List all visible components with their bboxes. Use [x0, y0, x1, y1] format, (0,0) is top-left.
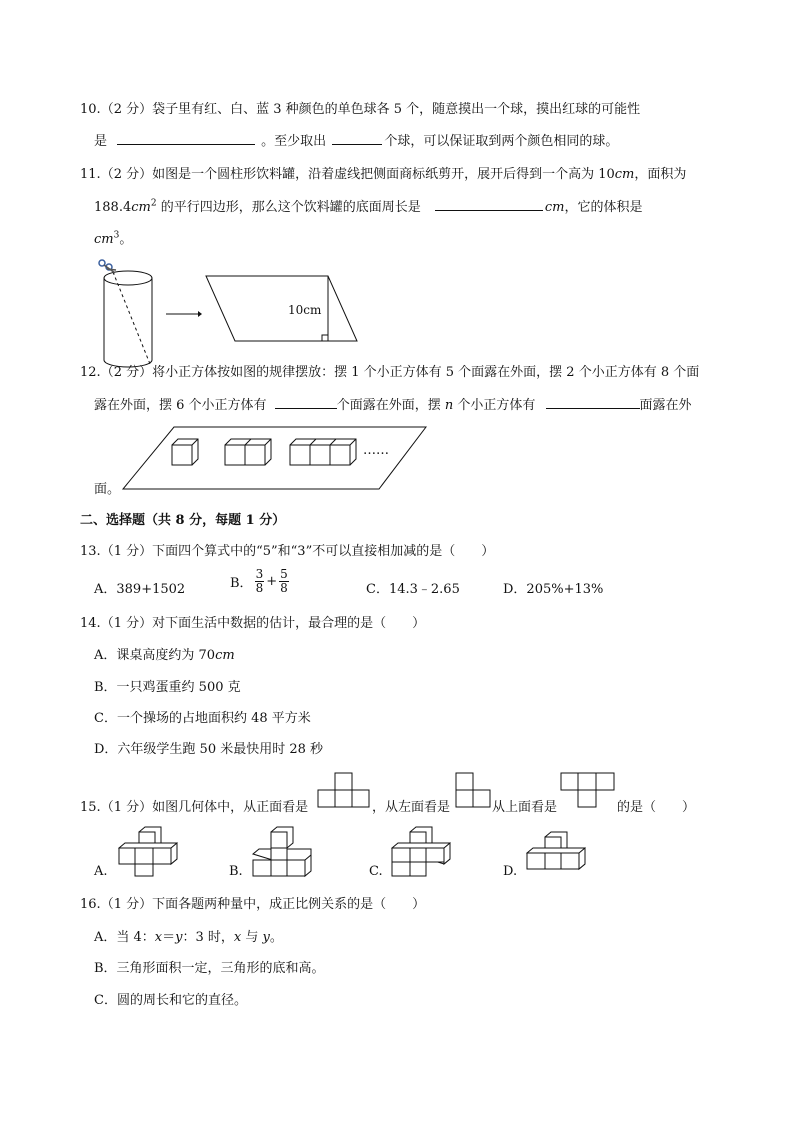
q14-option-a[interactable]: A．课桌高度约为 70cm — [94, 648, 235, 663]
section-2-title: 二、选择题（共 8 分，每题 1 分） — [80, 513, 286, 528]
q11-line3: $cm^3$。 — [94, 230, 133, 247]
q15-stem-b: ，从左面看是 — [372, 800, 451, 815]
q15-option-c-solid[interactable] — [391, 826, 453, 878]
q15-option-a-label[interactable]: A. — [94, 864, 108, 879]
q11-line1: 11.（2 分）如图是一个圆柱形饮料罐，沿着虚线把侧面商标纸剪开，展开后得到一个高为 10cm，面积为 — [80, 167, 687, 182]
q13-option-d[interactable]: D．205%+13% — [503, 582, 604, 597]
q14-option-b[interactable]: B．一只鸡蛋重约 500 克 — [94, 680, 241, 695]
q10-number: 10. — [80, 102, 101, 117]
q15-stem-a: 15.（1 分）如图几何体中，从正面看是 — [80, 800, 309, 815]
q16-option-c[interactable]: C．圆的周长和它的直径。 — [94, 993, 247, 1008]
q16-option-b[interactable]: B．三角形面积一定，三角形的底和高。 — [94, 961, 325, 976]
q15-front-view — [318, 772, 370, 808]
q15-stem-d: 的是（ ） — [617, 800, 696, 815]
arrow-right-icon — [166, 309, 202, 319]
q12-cube-row-figure — [122, 426, 427, 490]
q15-stem-c: 从上面看是 — [492, 800, 558, 815]
q11-parallelogram-figure — [206, 275, 358, 345]
q15-left-view — [456, 772, 492, 808]
q10-blank-1[interactable] — [117, 132, 255, 145]
q12-blank-1[interactable] — [275, 396, 337, 409]
q15-option-a-solid[interactable] — [118, 826, 180, 878]
q11-cylinder-figure — [95, 258, 165, 378]
q13-option-b[interactable]: B． $\frac{3}{8}$ + $\frac{5}{8}$ — [230, 567, 288, 595]
q14-stem: 14.（1 分）对下面生活中数据的估计，最合理的是（ ） — [80, 616, 426, 631]
q14-option-c[interactable]: C．一个操场的占地面积约 48 平方米 — [94, 711, 311, 726]
q10-score: （2 分） — [100, 102, 153, 117]
q15-option-b-solid[interactable] — [252, 826, 314, 878]
q12-line2: 露在外面，摆 6 个小正方体有 个面露在外面，摆 n 个小正方体有 面露在外 — [94, 398, 692, 413]
q10-line1 — [80, 98, 640, 117]
q12-line3: 面。 — [94, 482, 121, 497]
q15-option-d-label[interactable]: D. — [503, 864, 518, 879]
q15-option-b-label[interactable]: B. — [229, 864, 243, 879]
q15-option-d-solid[interactable] — [526, 831, 588, 879]
q14-option-d[interactable]: D．六年级学生跑 50 米最快用时 28 秒 — [94, 742, 324, 757]
q13-option-c[interactable]: C．14.3﹣2.65 — [366, 582, 460, 597]
q10-blank-2[interactable] — [332, 132, 382, 145]
q10-line2: 是 。至少取出 个球，可以保证取到两个颜色相同的球。 — [94, 134, 619, 149]
q13-option-a[interactable]: A．389+1502 — [94, 582, 186, 597]
q12-ellipsis: …… — [363, 443, 389, 458]
q11-height-label: 10cm — [288, 303, 322, 317]
scissors-icon — [99, 260, 116, 273]
q12-blank-2[interactable] — [546, 396, 640, 409]
q15-top-view — [561, 772, 615, 808]
fraction-3-8: $\frac{3}{8}$ — [255, 567, 264, 595]
q11-line2: $188.4cm^2$ 的平行四边形，那么这个饮料罐的底面周长是 cm，它的体积是 — [94, 198, 643, 215]
q16-stem: 16.（1 分）下面各题两种量中，成正比例关系的是（ ） — [80, 897, 426, 912]
q15-option-c-label[interactable]: C. — [369, 864, 383, 879]
q11-blank-1[interactable] — [435, 198, 543, 211]
q12-line1: 12.（2 分）将小正方体按如图的规律摆放：摆 1 个小正方体有 5 个面露在外面，摆 2 个小正方体有 8 个面 — [80, 365, 700, 380]
q10-text: 袋子里有红、白、蓝 3 种颜色的单色球各 5 个，随意摸出一个球，摸出红球的可能性 — [152, 102, 641, 117]
q16-option-a[interactable]: A．当 4：x＝y：3 时，x 与 y。 — [94, 930, 283, 945]
fraction-5-8: $\frac{5}{8}$ — [280, 567, 288, 595]
q13-stem: 13.（1 分）下面四个算式中的“5”和“3”不可以直接相加减的是（ ） — [80, 544, 495, 559]
